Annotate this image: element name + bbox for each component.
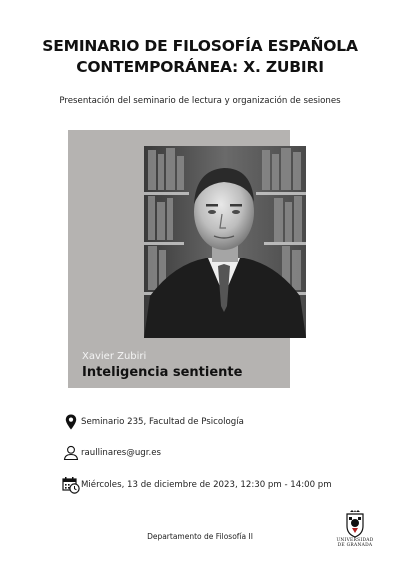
logo-text-line-2: DE GRANADA	[337, 543, 373, 548]
logo-text-line-1: UNIVERSIDAD	[336, 538, 374, 543]
caption-author-name: Xavier Zubiri	[82, 351, 147, 362]
caption-work-title: Inteligencia sentiente	[82, 365, 243, 380]
location-pin-icon	[62, 413, 80, 431]
datetime-text: Miércoles, 13 de diciembre de 2023, 12:30 pm - 14:00 pm	[81, 480, 332, 490]
university-logo	[332, 510, 378, 552]
poster-title	[0, 36, 400, 78]
department-name: Departamento de Filosofía II	[147, 532, 253, 541]
email-text[interactable]: raullinares@ugr.es	[81, 448, 161, 458]
person-icon	[62, 444, 80, 462]
location-text: Seminario 235, Facultad de Psicología	[81, 417, 244, 427]
poster-title-line-2: CONTEMPORÁNEA: X. ZUBIRI	[76, 58, 324, 76]
portrait-photo	[144, 146, 306, 338]
poster-title-line-1: SEMINARIO DE FILOSOFÍA ESPAÑOLA	[42, 37, 358, 55]
calendar-clock-icon	[62, 476, 80, 494]
poster-subtitle: Presentación del seminario de lectura y organización de sesiones	[59, 96, 341, 106]
